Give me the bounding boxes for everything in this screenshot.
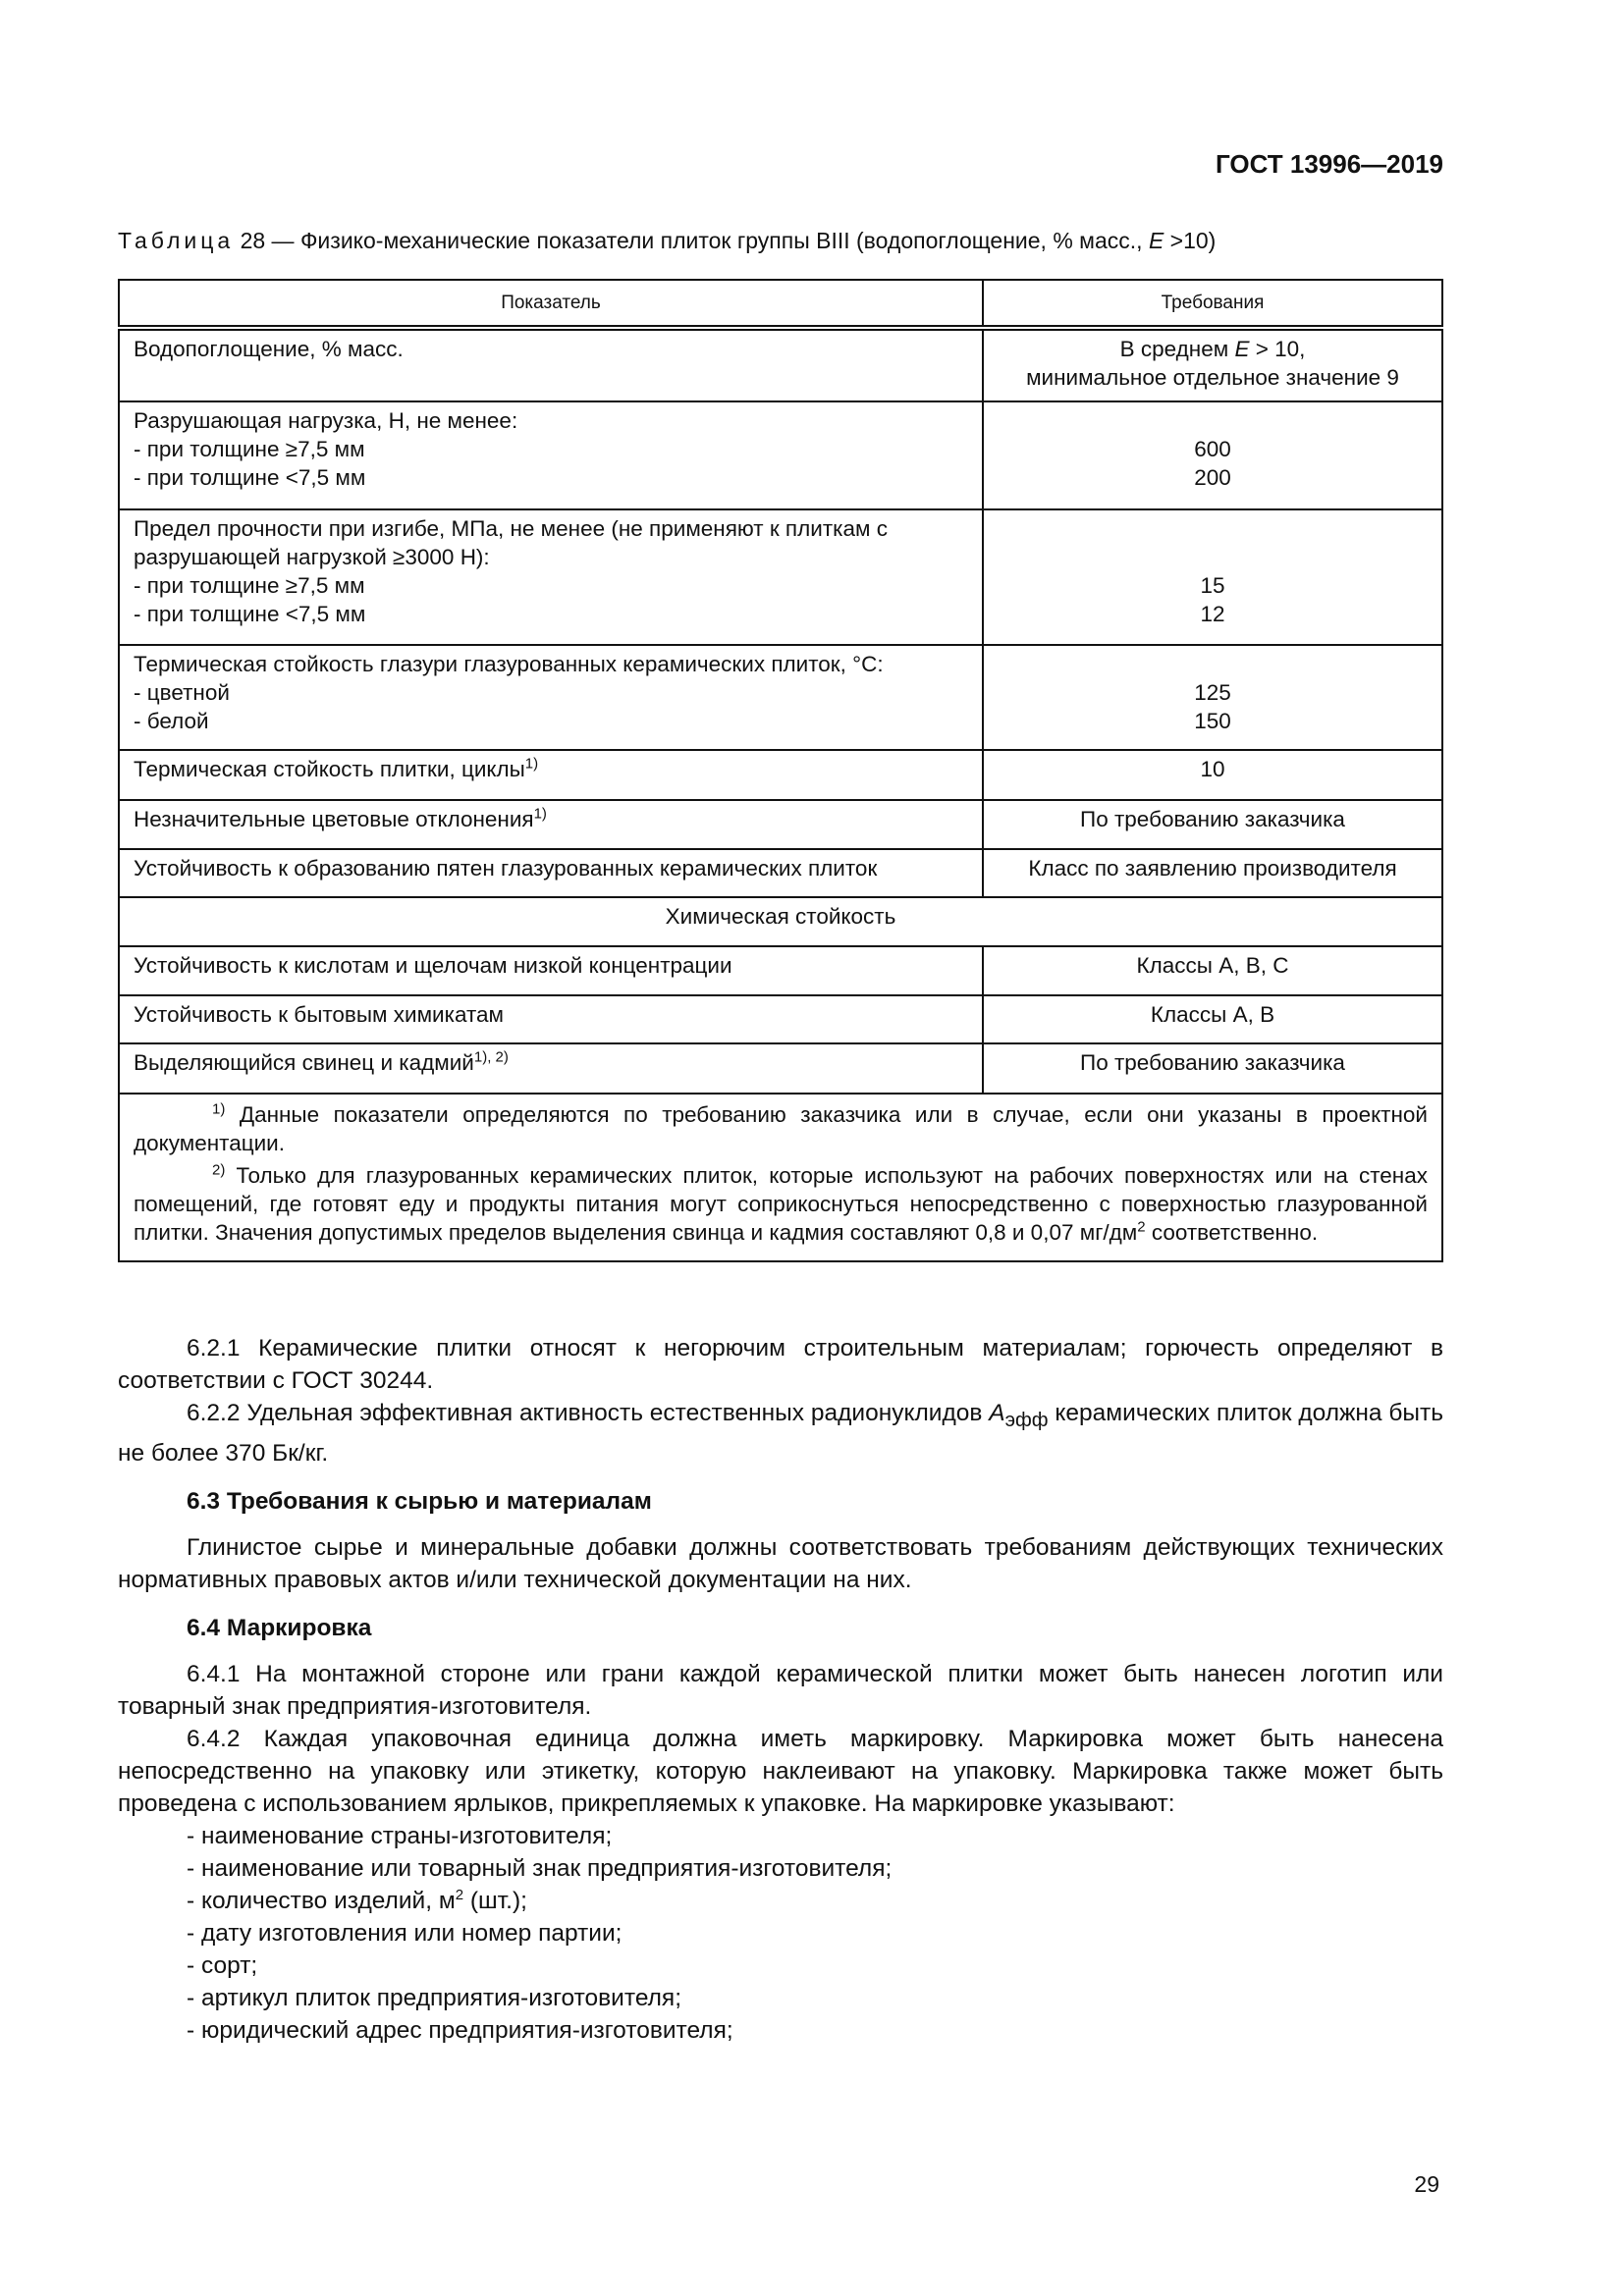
section-heading: Химическая стойкость (119, 897, 1442, 946)
cell: Классы А, В (983, 995, 1442, 1043)
table-row (119, 849, 1442, 897)
cell: По требованию заказчика (983, 1043, 1442, 1094)
list-item: - юридический адрес предприятия-изготовителя; (187, 2016, 733, 2044)
section-heading-6-4: 6.4 Маркировка (187, 1614, 372, 1641)
paragraph-6-2-1: 6.2.1 Керамические плитки относят к негорючим строительным материалам; горючесть определяют в соответствии с ГОСТ 30244. (118, 1335, 1443, 1394)
cell: Устойчивость к бытовым химикатам (119, 995, 983, 1043)
table-row (119, 328, 1442, 401)
paragraph-6-3: Глинистое сырье и минеральные добавки должны соответствовать требованиям действующих технических нормативных правовых актов и/или технической документации на них. (118, 1533, 1443, 1593)
paragraph-6-2-2: 6.2.2 Удельная эффективная активность естественных радионуклидов $A_{эфф}$ керамических плиток должна быть не более 370 Бк/кг. (118, 1400, 1444, 1467)
table-row (119, 750, 1442, 800)
list-item: - наименование страны-изготовителя; (187, 1822, 613, 1849)
footnote-1: $^{1)}$ Данные показатели определяются по требованию заказчика или в случае, если они указаны в проектной документации. (134, 1100, 1428, 1155)
section-heading-6-3: 6.3 Требования к сырью и материалам (187, 1487, 652, 1515)
list-item: - артикул плиток предприятия-изготовителя; (187, 1984, 681, 2011)
footnotes-row (119, 1094, 1442, 1261)
table-row (119, 645, 1442, 750)
cell: Устойчивость к образованию пятен глазурованных керамических плиток (119, 849, 983, 897)
cell: По требованию заказчика (983, 800, 1442, 849)
cell: Термическая стойкость плитки, циклы$^{1)}$ (119, 750, 983, 800)
caption-text: 28 — Физико-механические показатели плиток группы BIII (водопоглощение, % масс., (240, 228, 1149, 253)
cell: 600 200 (983, 401, 1442, 509)
cell: Классы А, В, С (983, 946, 1442, 995)
table-row (119, 800, 1442, 849)
cell: Водопоглощение, % масс. (119, 328, 983, 401)
table-row (119, 401, 1442, 509)
body-text (118, 1332, 1443, 2047)
table-caption (118, 228, 1216, 254)
table-row (119, 1043, 1442, 1094)
table-row (119, 995, 1442, 1043)
table-row (119, 946, 1442, 995)
cell: Незначительные цветовые отклонения$^{1)}$ (119, 800, 983, 849)
footnote-2: $^{2)}$ Только для глазурованных керамических плиток, которые используют на рабочих поверхностях или на стенах помещений, где готовят еду и продукты питания могут соприкоснуться непосредственно с поверхностью глазурованной плитки. Значения допустимых пределов выделения свинца и кадмия составляют 0,8 и 0,07 $мг/дм^2$ соответственно. (134, 1161, 1428, 1245)
cell: Термическая стойкость глазури глазурованных керамических плиток, °С: - цветной - белой (119, 645, 983, 750)
cell: Класс по заявлению производителя (983, 849, 1442, 897)
cell: Устойчивость к кислотам и щелочам низкой концентрации (119, 946, 983, 995)
footnotes (119, 1094, 1442, 1261)
cell: 15 12 (983, 509, 1442, 645)
cell: Выделяющийся свинец и кадмий$^{1), 2)}$ (119, 1043, 983, 1094)
cell: В среднем E > 10, минимальное отдельное значение 9 (983, 328, 1442, 401)
caption-label: Таблица (118, 228, 235, 253)
list-item: - количество изделий, $м^2$ (шт.); (187, 1886, 527, 1914)
paragraph-6-4-1: 6.4.1 На монтажной стороне или грани каждой керамической плитки может быть нанесен логотип или товарный знак предприятия-изготовителя. (118, 1660, 1443, 1720)
cell: Предел прочности при изгибе, МПа, не менее (не применяют к плиткам с разрушающей нагрузкой ≥3000 Н): - при толщине ≥7,5 мм - при толщине <7,5 мм (119, 509, 983, 645)
list-item: - сорт; (187, 1951, 258, 1979)
cell: Разрушающая нагрузка, Н, не менее: - при толщине ≥7,5 мм - при толщине <7,5 мм (119, 401, 983, 509)
cell: 125 150 (983, 645, 1442, 750)
properties-table (118, 279, 1443, 1262)
list-item: - наименование или товарный знак предприятия-изготовителя; (187, 1854, 893, 1882)
list-item: - дату изготовления или номер партии; (187, 1919, 623, 1947)
paragraph-6-4-2: 6.4.2 Каждая упаковочная единица должна иметь маркировку. Маркировка может быть нанесена непосредственно на упаковку или этикетку, которую наклеивают на упаковку. Маркировка также может быть проведена с использованием ярлыков, прикрепляемых к упаковке. На маркировке указывают: (118, 1725, 1443, 1817)
document-header: ГОСТ 13996—2019 (1216, 149, 1443, 179)
table-row (119, 509, 1442, 645)
page-number: 29 (1414, 2171, 1439, 2197)
cell: 10 (983, 750, 1442, 800)
caption-tail: >10) (1164, 228, 1217, 253)
caption-var: E (1148, 228, 1164, 253)
header-requirements: Требования (983, 280, 1442, 328)
header-indicator: Показатель (119, 280, 983, 328)
table-section-row (119, 897, 1442, 946)
table-header-row (119, 280, 1442, 328)
